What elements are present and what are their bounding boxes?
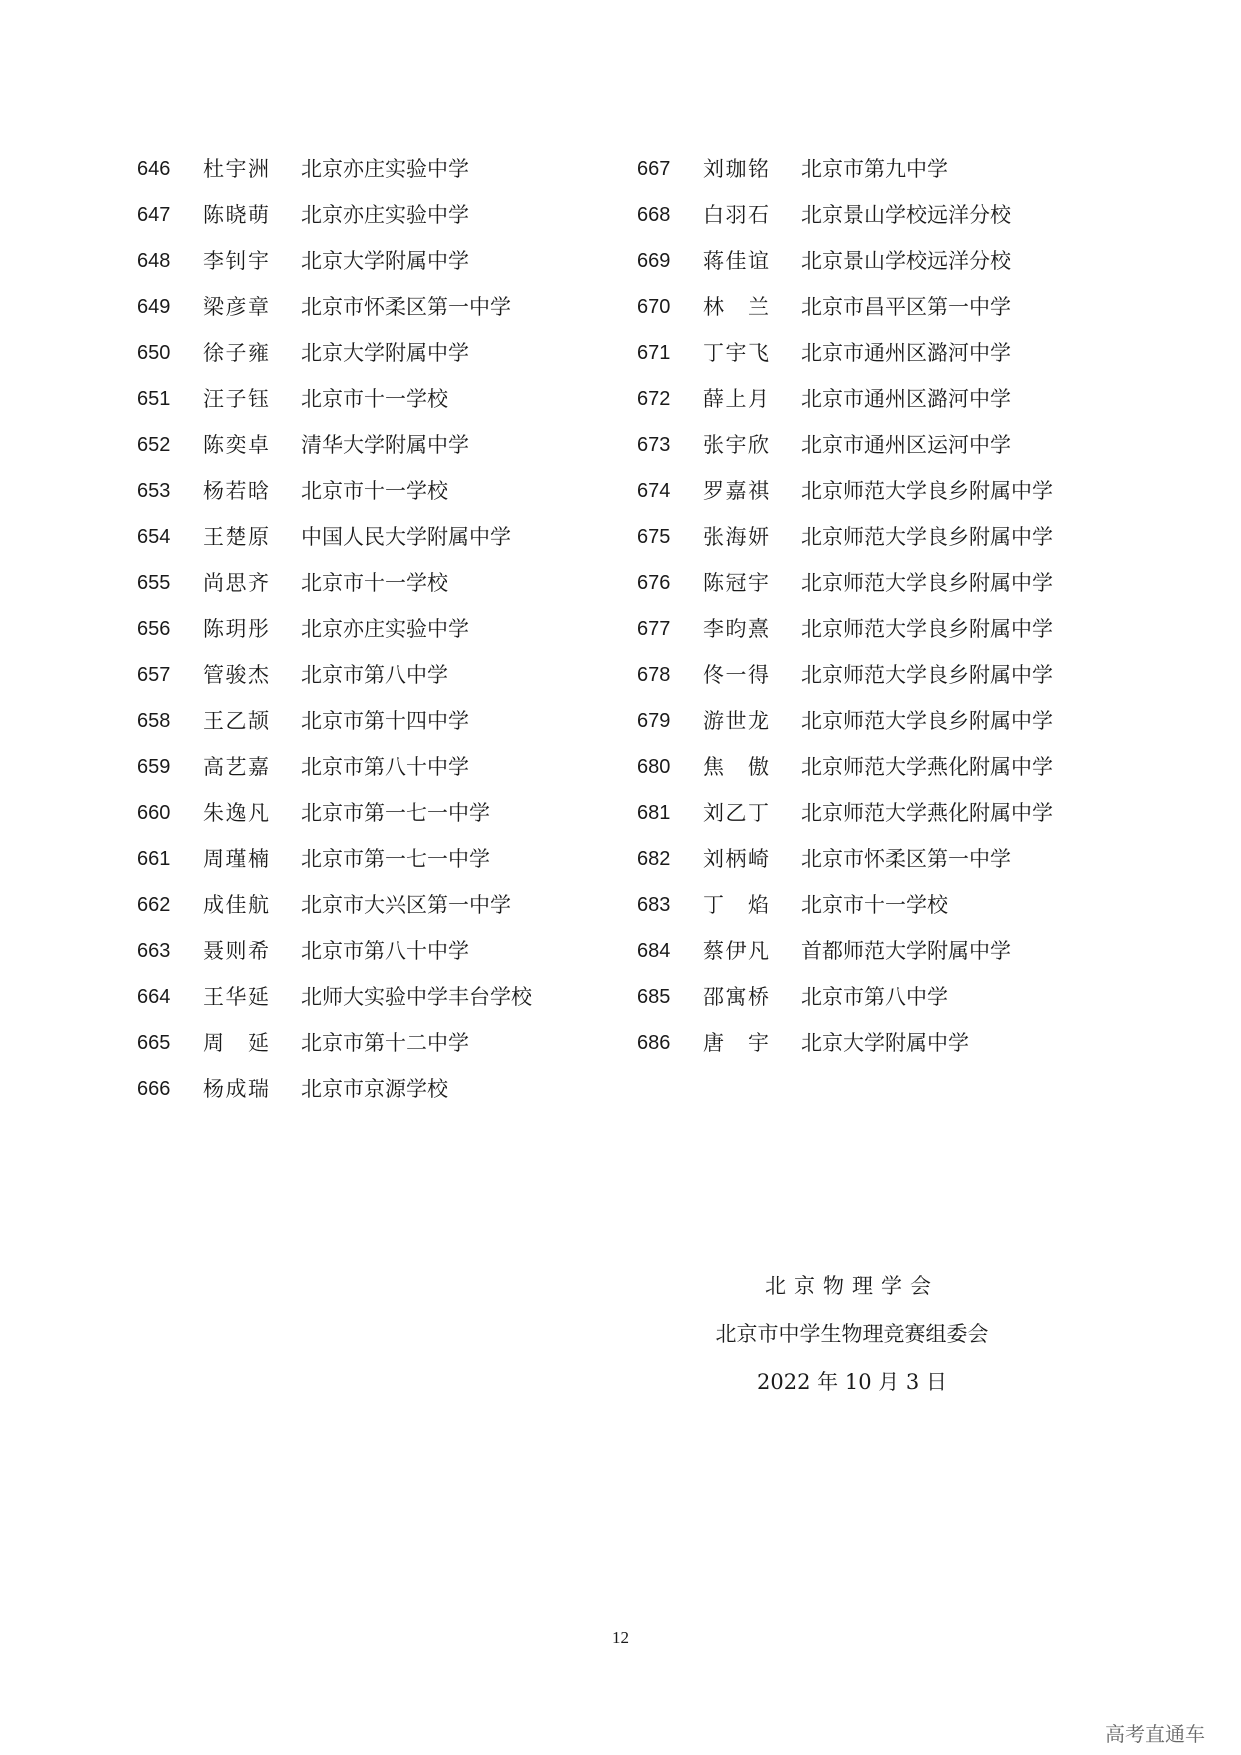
student-name: 朱逸凡 <box>203 801 269 825</box>
school-name: 北京市通州区潞河中学 <box>801 341 1011 365</box>
school-name: 北京市第八中学 <box>801 985 948 1009</box>
school-name: 北京师范大学良乡附属中学 <box>801 617 1053 641</box>
school-name: 北京市第九中学 <box>801 157 948 181</box>
student-name: 李钊宇 <box>203 249 269 273</box>
school-name: 北京市第十二中学 <box>301 1031 469 1055</box>
school-name: 北师大实验中学丰台学校 <box>301 985 532 1009</box>
rank-number: 657 <box>137 664 171 686</box>
school-name: 北京市京源学校 <box>301 1077 448 1101</box>
school-name: 北京市通州区运河中学 <box>801 433 1011 457</box>
student-name: 张宇欣 <box>703 433 769 457</box>
student-name: 张海妍 <box>703 525 769 549</box>
rank-number: 670 <box>637 296 671 318</box>
student-name: 王华延 <box>203 985 269 1009</box>
rank-number: 654 <box>137 526 171 548</box>
rank-number: 663 <box>137 940 171 962</box>
school-name: 北京市第八十中学 <box>301 755 469 779</box>
student-name: 成佳航 <box>203 893 269 917</box>
rank-number: 668 <box>637 204 671 226</box>
rank-number: 662 <box>137 894 171 916</box>
school-name: 北京市第一七一中学 <box>301 801 490 825</box>
student-name: 汪子钰 <box>203 387 269 411</box>
student-name: 刘柄崎 <box>703 847 769 871</box>
school-name: 北京市怀柔区第一中学 <box>801 847 1011 871</box>
student-name: 陈冠宇 <box>703 571 769 595</box>
student-name: 王乙颉 <box>203 709 269 733</box>
rank-number: 659 <box>137 756 171 778</box>
school-name: 北京师范大学良乡附属中学 <box>801 663 1053 687</box>
rank-number: 653 <box>137 480 171 502</box>
student-name: 唐宇 <box>703 1031 769 1055</box>
school-name: 北京师范大学良乡附属中学 <box>801 525 1053 549</box>
student-name: 佟一得 <box>703 663 769 687</box>
school-name: 北京市第一七一中学 <box>301 847 490 871</box>
student-name: 梁彦章 <box>203 295 269 319</box>
student-name: 丁焰 <box>703 893 769 917</box>
rank-number: 648 <box>137 250 171 272</box>
student-name: 李昀熹 <box>703 617 769 641</box>
school-name: 北京景山学校远洋分校 <box>801 203 1011 227</box>
school-name: 北京大学附属中学 <box>801 1031 969 1055</box>
rank-number: 650 <box>137 342 171 364</box>
school-name: 北京师范大学良乡附属中学 <box>801 479 1053 503</box>
school-name: 北京师范大学燕化附属中学 <box>801 755 1053 779</box>
student-name: 邵寓桥 <box>703 985 769 1009</box>
rank-number: 674 <box>637 480 671 502</box>
student-name: 尚思齐 <box>203 571 269 595</box>
student-name: 周瑾楠 <box>203 847 269 871</box>
school-name: 北京市第八中学 <box>301 663 448 687</box>
student-name: 薛上月 <box>703 387 769 411</box>
student-name: 白羽石 <box>703 203 769 227</box>
school-name: 北京大学附属中学 <box>301 341 469 365</box>
school-name: 清华大学附属中学 <box>301 433 469 457</box>
school-name: 首都师范大学附属中学 <box>801 939 1011 963</box>
rank-number: 646 <box>137 158 171 180</box>
rank-number: 681 <box>637 802 671 824</box>
rank-number: 677 <box>637 618 671 640</box>
school-name: 北京景山学校远洋分校 <box>801 249 1011 273</box>
rank-number: 665 <box>137 1032 171 1054</box>
school-name: 北京市十一学校 <box>801 893 948 917</box>
rank-number: 667 <box>637 158 671 180</box>
school-name: 北京师范大学良乡附属中学 <box>801 709 1053 733</box>
rank-number: 682 <box>637 848 671 870</box>
rank-number: 671 <box>637 342 671 364</box>
student-name: 刘乙丁 <box>703 801 769 825</box>
rank-number: 666 <box>137 1078 171 1100</box>
school-name: 北京市怀柔区第一中学 <box>301 295 511 319</box>
watermark-text: 高考直通车 <box>1105 1722 1205 1746</box>
rank-number: 679 <box>637 710 671 732</box>
school-name: 北京市昌平区第一中学 <box>801 295 1011 319</box>
student-name: 焦傲 <box>703 755 769 779</box>
signature-organization-competition-committee: 北京市中学生物理竞赛组委会 <box>715 1322 989 1346</box>
school-name: 北京师范大学燕化附属中学 <box>801 801 1053 825</box>
school-name: 北京市通州区潞河中学 <box>801 387 1011 411</box>
student-name: 聂则希 <box>203 939 269 963</box>
rank-number: 680 <box>637 756 671 778</box>
rank-number: 664 <box>137 986 171 1008</box>
school-name: 北京师范大学良乡附属中学 <box>801 571 1053 595</box>
school-name: 北京市第八十中学 <box>301 939 469 963</box>
rank-number: 685 <box>637 986 671 1008</box>
rank-number: 660 <box>137 802 171 824</box>
signature-organization-physics-society: 北京物理学会 <box>765 1274 939 1298</box>
student-name: 杨若晗 <box>203 479 269 503</box>
school-name: 北京市大兴区第一中学 <box>301 893 511 917</box>
student-name: 管骏杰 <box>203 663 269 687</box>
rank-number: 673 <box>637 434 671 456</box>
rank-number: 652 <box>137 434 171 456</box>
student-name: 徐子雍 <box>203 341 269 365</box>
rank-number: 676 <box>637 572 671 594</box>
school-name: 北京市十一学校 <box>301 571 448 595</box>
rank-number: 658 <box>137 710 171 732</box>
page-number: 12 <box>612 1628 629 1647</box>
rank-number: 661 <box>137 848 171 870</box>
student-name: 刘珈铭 <box>703 157 769 181</box>
student-name: 杜宇洲 <box>203 157 269 181</box>
student-name: 陈玥彤 <box>203 617 269 641</box>
rank-number: 683 <box>637 894 671 916</box>
rank-number: 651 <box>137 388 171 410</box>
school-name: 北京大学附属中学 <box>301 249 469 273</box>
student-name: 丁宇飞 <box>703 341 769 365</box>
rank-number: 686 <box>637 1032 671 1054</box>
rank-number: 678 <box>637 664 671 686</box>
school-name: 北京市十一学校 <box>301 479 448 503</box>
student-name: 高艺嘉 <box>203 755 269 779</box>
student-name: 蔡伊凡 <box>703 939 769 963</box>
school-name: 北京亦庄实验中学 <box>301 617 469 641</box>
rank-number: 675 <box>637 526 671 548</box>
rank-number: 647 <box>137 204 171 226</box>
student-name: 陈奕卓 <box>203 433 269 457</box>
student-name: 罗嘉祺 <box>703 479 769 503</box>
rank-number: 656 <box>137 618 171 640</box>
signature-date: 2022 年 10 月 3 日 <box>757 1370 947 1394</box>
rank-number: 669 <box>637 250 671 272</box>
student-name: 游世龙 <box>703 709 769 733</box>
student-name: 杨成瑞 <box>203 1077 269 1101</box>
school-name: 北京亦庄实验中学 <box>301 203 469 227</box>
student-name: 蒋佳谊 <box>703 249 769 273</box>
school-name: 北京市十一学校 <box>301 387 448 411</box>
rank-number: 649 <box>137 296 171 318</box>
student-name: 林兰 <box>703 295 769 319</box>
school-name: 北京市第十四中学 <box>301 709 469 733</box>
rank-number: 672 <box>637 388 671 410</box>
rank-number: 684 <box>637 940 671 962</box>
school-name: 中国人民大学附属中学 <box>301 525 511 549</box>
rank-number: 655 <box>137 572 171 594</box>
student-name: 王楚原 <box>203 525 269 549</box>
student-name: 周延 <box>203 1031 269 1055</box>
student-name: 陈晓萌 <box>203 203 269 227</box>
school-name: 北京亦庄实验中学 <box>301 157 469 181</box>
